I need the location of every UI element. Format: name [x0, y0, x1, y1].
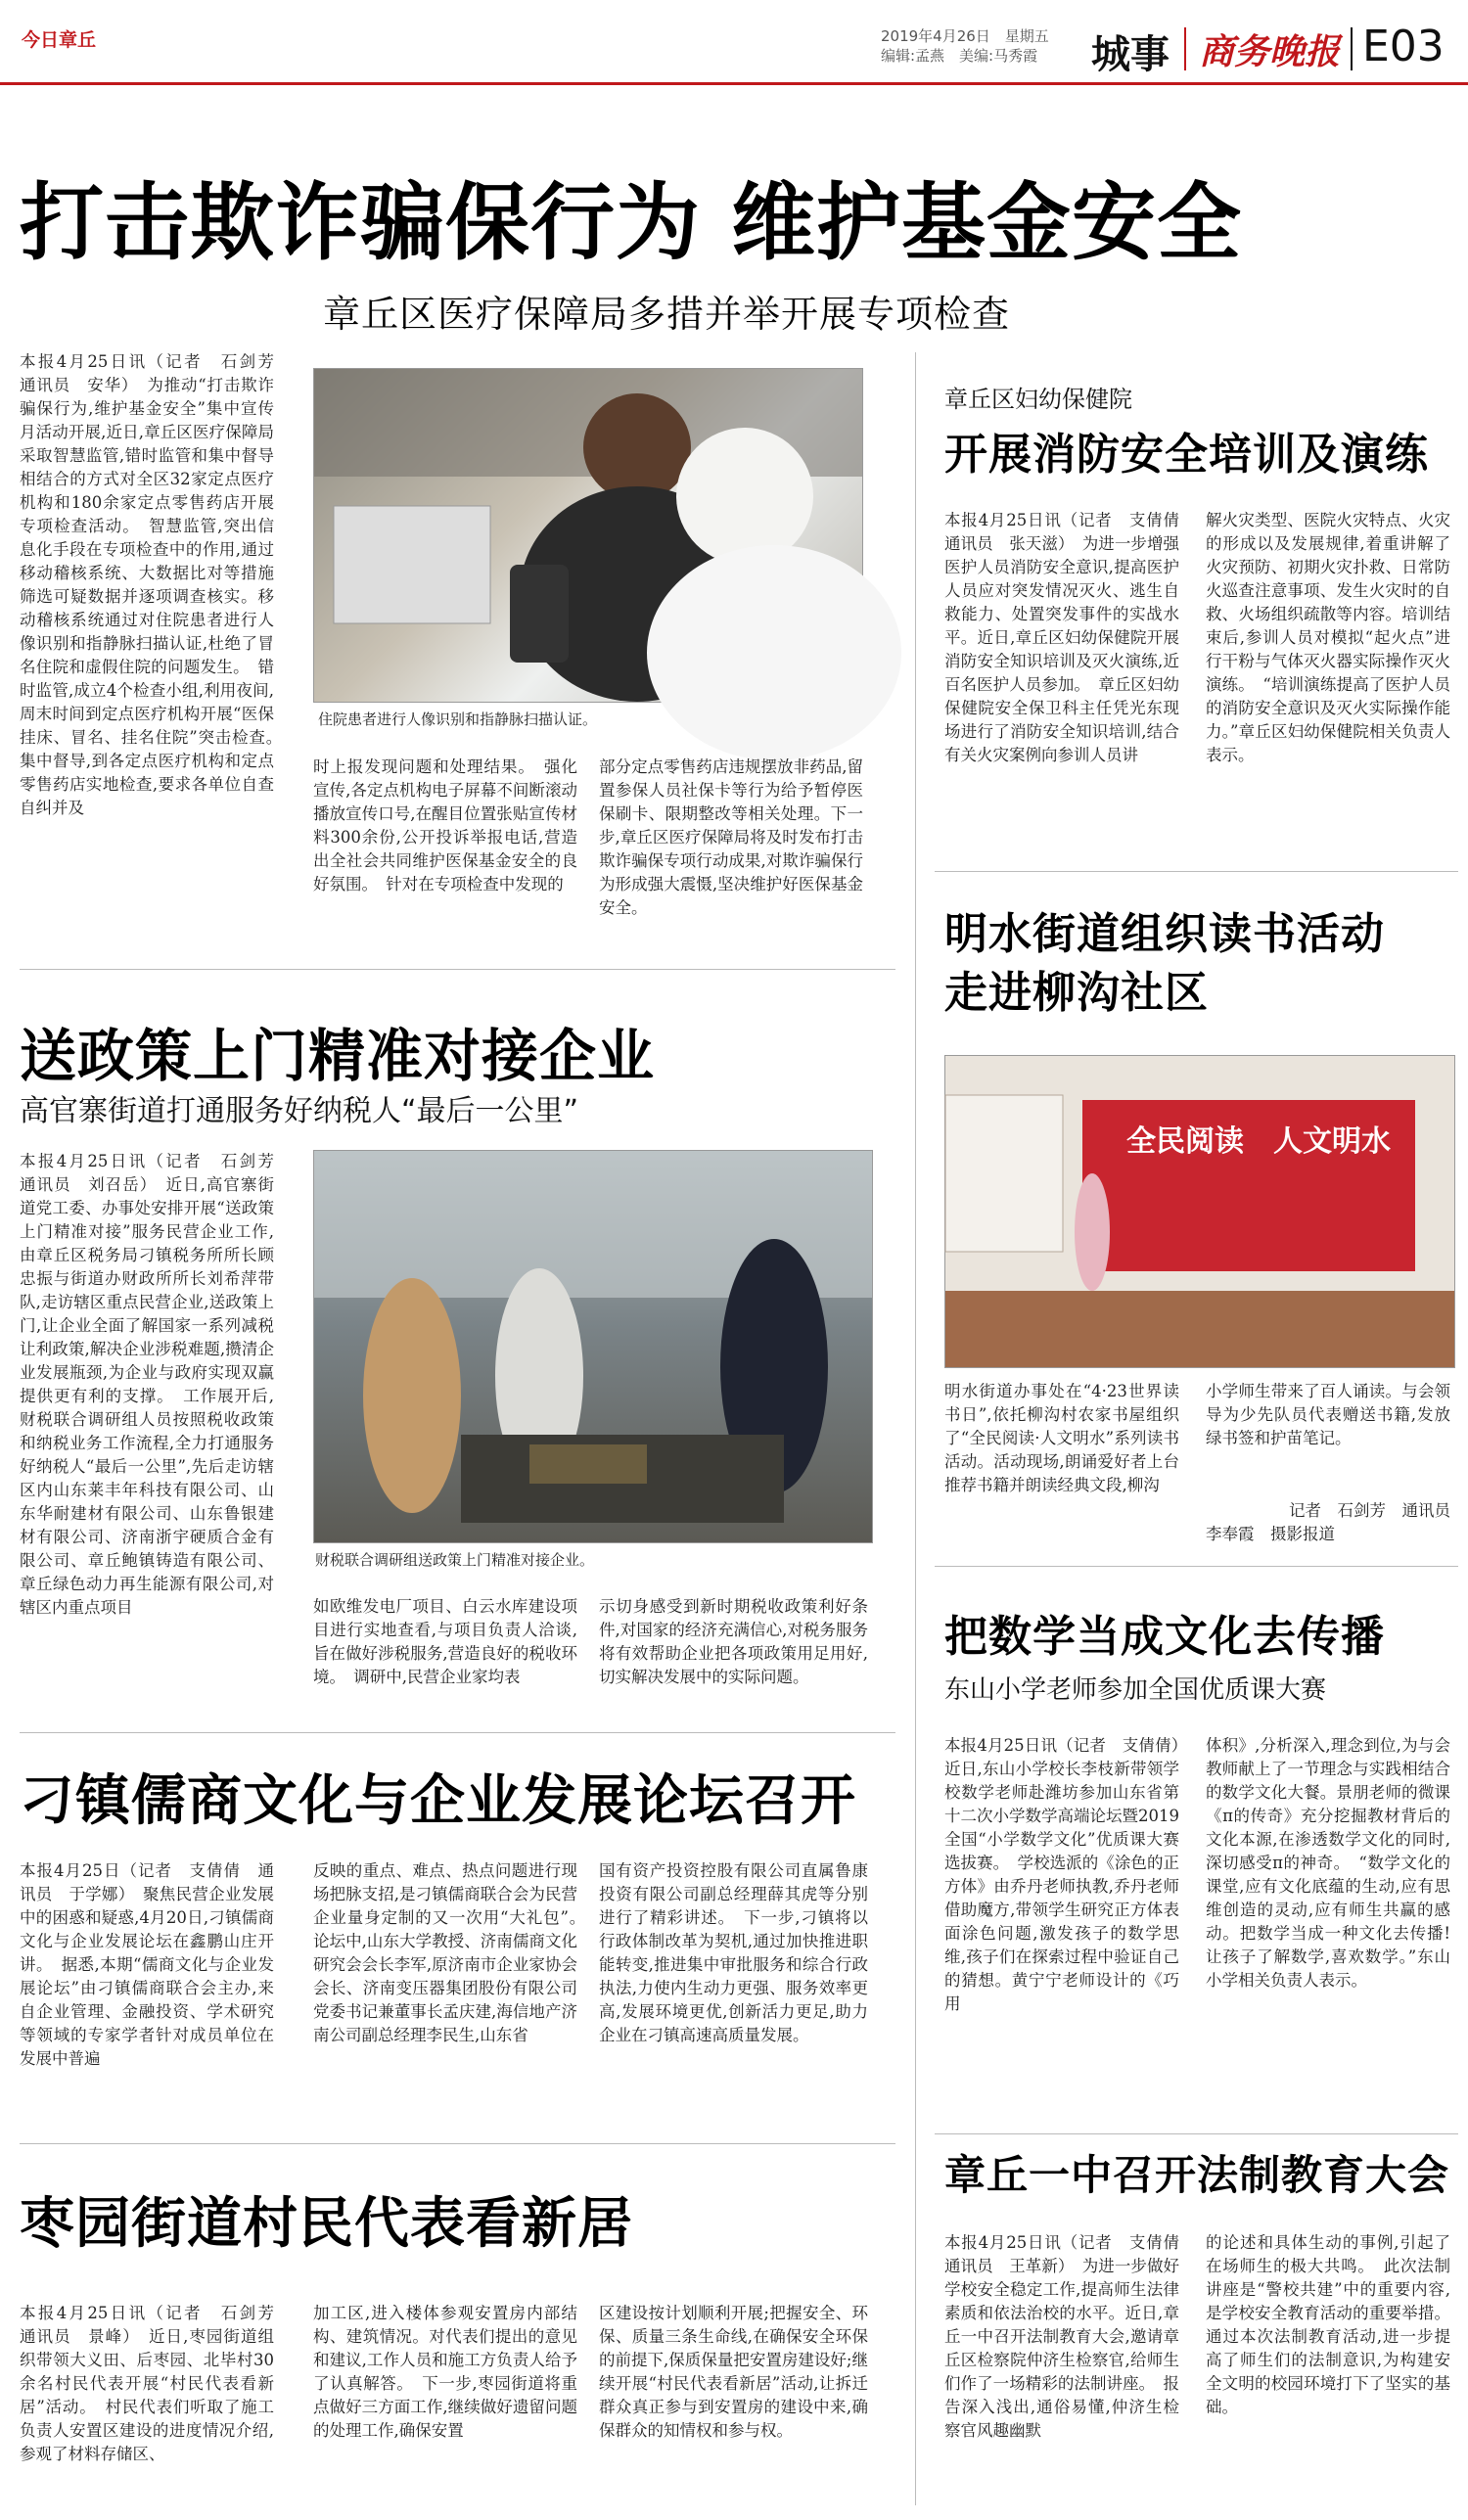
- article-body-column: 部分定点零售药店违规摆放非药品,留置参保人员社保卡等行为给予暂停医保刷卡、限期整改等相关处理。下一步,章丘区医疗保障局将及时发布打击欺诈骗保专项行动成果,对欺诈骗保行为形成强大震慑,坚决维护好医保基金安全。: [599, 757, 863, 917]
- article-body-column: 本报4月25日讯（记者 支倩倩 通讯员 王革新） 为进一步做好学校安全稳定工作,提高师生法律素质和依法治校的水平。近日,章丘一中召开法制教育大会,邀请章丘区检察院仲济生检察官,给师生们作了一场精彩的法制讲座。 报告深入浅出,通俗易懂,仲济生检察官风趣幽默: [944, 2233, 1196, 2440]
- subheadline-medical-insurance: 章丘区医疗保障局多措并举开展专项检查: [323, 293, 1011, 336]
- section-corner-label: 今日章丘: [22, 29, 97, 51]
- headline-fire-safety: 开展消防安全培训及演练: [944, 430, 1429, 480]
- section-rule: [20, 969, 895, 970]
- headline-reading-event-line2: 走进柳沟社区: [944, 968, 1209, 1018]
- photo-credit: 记者 石剑芳 通讯员: [1289, 1501, 1450, 1520]
- photo-patient-verification: [313, 368, 863, 703]
- issue-date: 2019年4月26日 星期五: [881, 27, 1049, 45]
- section-rule: [20, 1732, 895, 1733]
- article-body-column: 本报4月25日讯（记者 支倩倩） 近日,东山小学校长李枝新带领学校数学老师赴潍坊参加山东省第十二次小学数学高端论坛暨2019全国“小学数学文化”优质课大赛选拔赛。 学校选派的《涂色的正方体》由乔丹老师执教,乔丹老师借助魔方,带领学生研究正方体表面涂色问题,激发孩子的数学思维,孩子们在探索过程中验证自己的猜想。黄宁宁老师设计的《巧用: [944, 1736, 1196, 2013]
- headline-math-culture: 把数学当成文化去传播: [944, 1612, 1385, 1662]
- editors-line: 编辑:孟燕 美编:马秀霞: [881, 47, 1038, 65]
- event-banner-text: 全民阅读 人文明水: [1126, 1124, 1391, 1159]
- photo-illustration: [945, 1056, 1454, 1367]
- photo-caption: 住院患者进行人像识别和指静脉扫描认证。: [318, 710, 598, 728]
- subheadline-policy-delivery: 高官寨街道打通服务好纳税人“最后一公里”: [20, 1094, 579, 1128]
- article-body-column: 如欧维发电厂项目、白云水库建设项目进行实地查看,与项目负责人洽谈,旨在做好涉税服务,营造良好的税收环境。 调研中,民营企业家均表: [313, 1597, 577, 1686]
- article-body-column: 的论述和具体生动的事例,引起了在场师生的极大共鸣。 此次法制讲座是“警校共建”中的重要内容,是学校安全教育活动的重要举措。通过本次法制教育活动,进一步提高了师生们的法制意识,为构建安全文明的校园环境打下了坚实的基础。: [1206, 2233, 1450, 2416]
- article-body-column: 本报4月25日讯（记者 石剑芳 通讯员 刘召岳） 近日,高官寨街道党工委、办事处安排开展“送政策上门精准对接”服务民营企业工作,由章丘区税务局刁镇税务所所长顾忠振与街道办财政所所长刘希萍带队,走访辖区重点民营企业,送政策上门,让企业全面了解国家一系列减税让利政策,解决企业涉税难题,攒清企业发展瓶颈,为企业与政府实现双赢提供更有利的支撑。 工作展开后,财税联合调研组人员按照税收政策和纳税业务工作流程,全力打通服务好纳税人“最后一公里”,先后走访辖区内山东莱丰年科技有限公司、山东华耐建材有限公司、山东鲁银建材有限公司、济南浙宇硬质合金有限公司、章丘鲍镇铸造有限公司、章丘绿色动力再生能源有限公司,对辖区内重点项目: [20, 1152, 291, 1617]
- section-rule: [935, 2133, 1458, 2134]
- headline-reading-event: 明水街道组织读书活动: [944, 909, 1385, 959]
- photo-reading-event: [944, 1055, 1455, 1368]
- article-body-column: 体积》,分析深入,理念到位,为与会教师献上了一节理念与实践相结合的数学文化大餐。景朋老师的微课《π的传奇》充分挖掘教材背后的文化本源,在渗透数学文化的同时,深切感受π的神奇。 “数学文化的课堂,应有文化底蕴的生动,应有思维创造的灵动,应有师生共赢的感动。把数学当成一种文化去传播!让孩子了解数学,喜欢数学。”东山小学相关负责人表示。: [1206, 1736, 1450, 1990]
- divider-bar: [1184, 27, 1186, 70]
- section-name: 城事: [1091, 32, 1170, 77]
- article-body-column: 小学师生带来了百人诵读。与会领导为少先队员代表赠送书籍,发放绿书签和护苗笔记。: [1206, 1382, 1450, 1447]
- article-body-column: 时上报发现问题和处理结果。 强化宣传,各定点机构电子屏幕不间断滚动播放宣传口号,在醒目位置张贴宣传材料300余份,公开投诉举报电话,营造出全社会共同维护医保基金安全的良好氛围。 针对在专项检查中发现的: [313, 757, 577, 893]
- section-rule: [935, 1566, 1458, 1567]
- article-body-column: 区建设按计划顺利开展;把握安全、环保、质量三条生命线,在确保安全环保的前提下,保质保量把安置房建设好;继续开展“村民代表看新居”活动,让拆迁群众真正参与到安置房的建设中来,确保群众的知情权和参与权。: [599, 2304, 868, 2440]
- article-body-column: 明水街道办事处在“4·23世界读书日”,依托柳沟村农家书屋组织了“全民阅读·人文明水”系列读书活动。活动现场,朗诵爱好者上台推荐书籍并朗读经典文段,柳沟: [944, 1382, 1179, 1494]
- page-number: E03: [1362, 22, 1445, 71]
- newspaper-logo: 商务晚报: [1199, 31, 1341, 72]
- headline-new-homes: 枣园街道村民代表看新居: [20, 2192, 633, 2256]
- headline-legal-education: 章丘一中召开法制教育大会: [944, 2151, 1450, 2199]
- masthead-rule: [0, 82, 1468, 85]
- section-rule: [20, 2143, 895, 2144]
- article-body-column: 加工区,进入楼体参观安置房内部结构、建筑情况。对代表们提出的意见和建议,工作人员和施工方负责人给予了认真解答。 下一步,枣园街道将重点做好三方面工作,继续做好遗留问题的处理工作,确保安置: [313, 2304, 577, 2440]
- column-rule: [915, 352, 916, 2505]
- article-body-column: 反映的重点、难点、热点问题进行现场把脉支招,是刁镇儒商联合会为民营企业量身定制的又一次用“大礼包”。 论坛中,山东大学教授、济南儒商文化研究会会长李军,原济南市企业家协会会长、济南变压器集团股份有限公司党委书记兼董事长孟庆建,海信地产济南公司副总经理李民生,山东省: [313, 1861, 594, 2044]
- section-rule: [935, 871, 1458, 872]
- divider-bar: [1351, 27, 1353, 70]
- article-body-column: 本报4月25日讯（记者 支倩倩 通讯员 张天滋） 为进一步增强医护人员消防安全意识,提高医护人员应对突发情况灭火、逃生自救能力、处置突发事件的实战水平。近日,章丘区妇幼保健院开展消防安全知识培训及灭火演练,近百名医护人员参加。 章丘区妇幼保健院安全保卫科主任凭光东现场进行了消防安全知识培训,结合有关火灾案例向参训人员讲: [944, 511, 1196, 764]
- article-body-column: 本报4月25日（记者 支倩倩 通讯员 于学娜） 聚焦民营企业发展中的困惑和疑惑,4月20日,刁镇儒商文化与企业发展论坛在鑫鹏山庄开讲。 据悉,本期“儒商文化与企业发展论坛”由刁镇儒商联合会主办,来自企业管理、金融投资、学术研究等领域的专家学者针对成员单位在发展中普遍: [20, 1861, 274, 2068]
- article-org-label: 章丘区妇幼保健院: [944, 386, 1132, 413]
- headline-medical-insurance: 打击欺诈骗保行为 维护基金安全: [20, 174, 1242, 272]
- article-body-column: 本报4月25日讯（记者 石剑芳 通讯员 安华） 为推动“打击欺诈骗保行为,维护基金安全”集中宣传月活动开展,近日,章丘区医疗保障局采取智慧监管,错时监管和集中督导相结合的方式对全区32家定点医疗机构和180余家定点零售药店开展专项检查活动。 智慧监管,突出信息化手段在专项检查中的作用,通过移动稽核系统、大数据比对等措施筛选可疑数据并逐项调查核实。移动稽核系统通过对住院患者进行人像识别和指静脉扫描认证,杜绝了冒名住院和虚假住院的问题发生。 错时监管,成立4个检查小组,利用夜间,周末时间到定点医疗机构开展“医保挂床、冒名、挂名住院”突击检查。 集中督导,到各定点医疗机构和定点零售药店实地检查,要求各单位自查自纠并及: [20, 352, 291, 817]
- photo-caption: 财税联合调研组送政策上门精准对接企业。: [315, 1551, 595, 1569]
- headline-business-forum: 刁镇儒商文化与企业发展论坛召开: [20, 1769, 856, 1833]
- photo-illustration: [314, 1151, 872, 1542]
- article-body-column: 本报4月25日讯（记者 石剑芳 通讯员 景峰） 近日,枣园街道组织带领大义田、后枣园、北毕村30余名村民代表开展“村民代表看新居”活动。 村民代表们听取了施工负责人安置区建设的进度情况介绍,参观了材料存储区、: [20, 2304, 291, 2463]
- article-body-column: 示切身感受到新时期税收政策利好条件,对国家的经济充满信心,对税务服务将有效帮助企业把各项政策用足用好,切实解决发展中的实际问题。: [599, 1597, 868, 1686]
- photo-illustration: [314, 369, 862, 702]
- article-body-column: 国有资产投资控股有限公司直属鲁康投资有限公司副总经理薛其虎等分别进行了精彩讲述。 下一步,刁镇将以行政体制改革为契机,通过加快推进职能转变,推进集中审批服务和综合行政执法,力使内生动力更强、服务效率更高,发展环境更优,创新活力更足,助力企业在刁镇高速高质量发展。: [599, 1861, 868, 2044]
- headline-policy-delivery: 送政策上门精准对接企业: [20, 1023, 656, 1089]
- photo-tax-team-visit: [313, 1150, 873, 1543]
- subheadline-math-culture: 东山小学老师参加全国优质课大赛: [944, 1675, 1327, 1705]
- masthead: [0, 0, 1468, 78]
- photo-credit: 李奉霞 摄影报道: [1206, 1525, 1335, 1543]
- article-body-column: 解火灾类型、医院火灾特点、火灾的形成以及发展规律,着重讲解了火灾预防、初期火灾扑救、日常防火巡查注意事项、发生火灾时的自救、火场组织疏散等内容。培训结束后,参训人员对模拟“起火点”进行干粉与气体灭火器实际操作灭火演练。 “培训演练提高了医护人员的消防安全意识及灭火实际操作能力。”章丘区妇幼保健院相关负责人表示。: [1206, 511, 1450, 764]
